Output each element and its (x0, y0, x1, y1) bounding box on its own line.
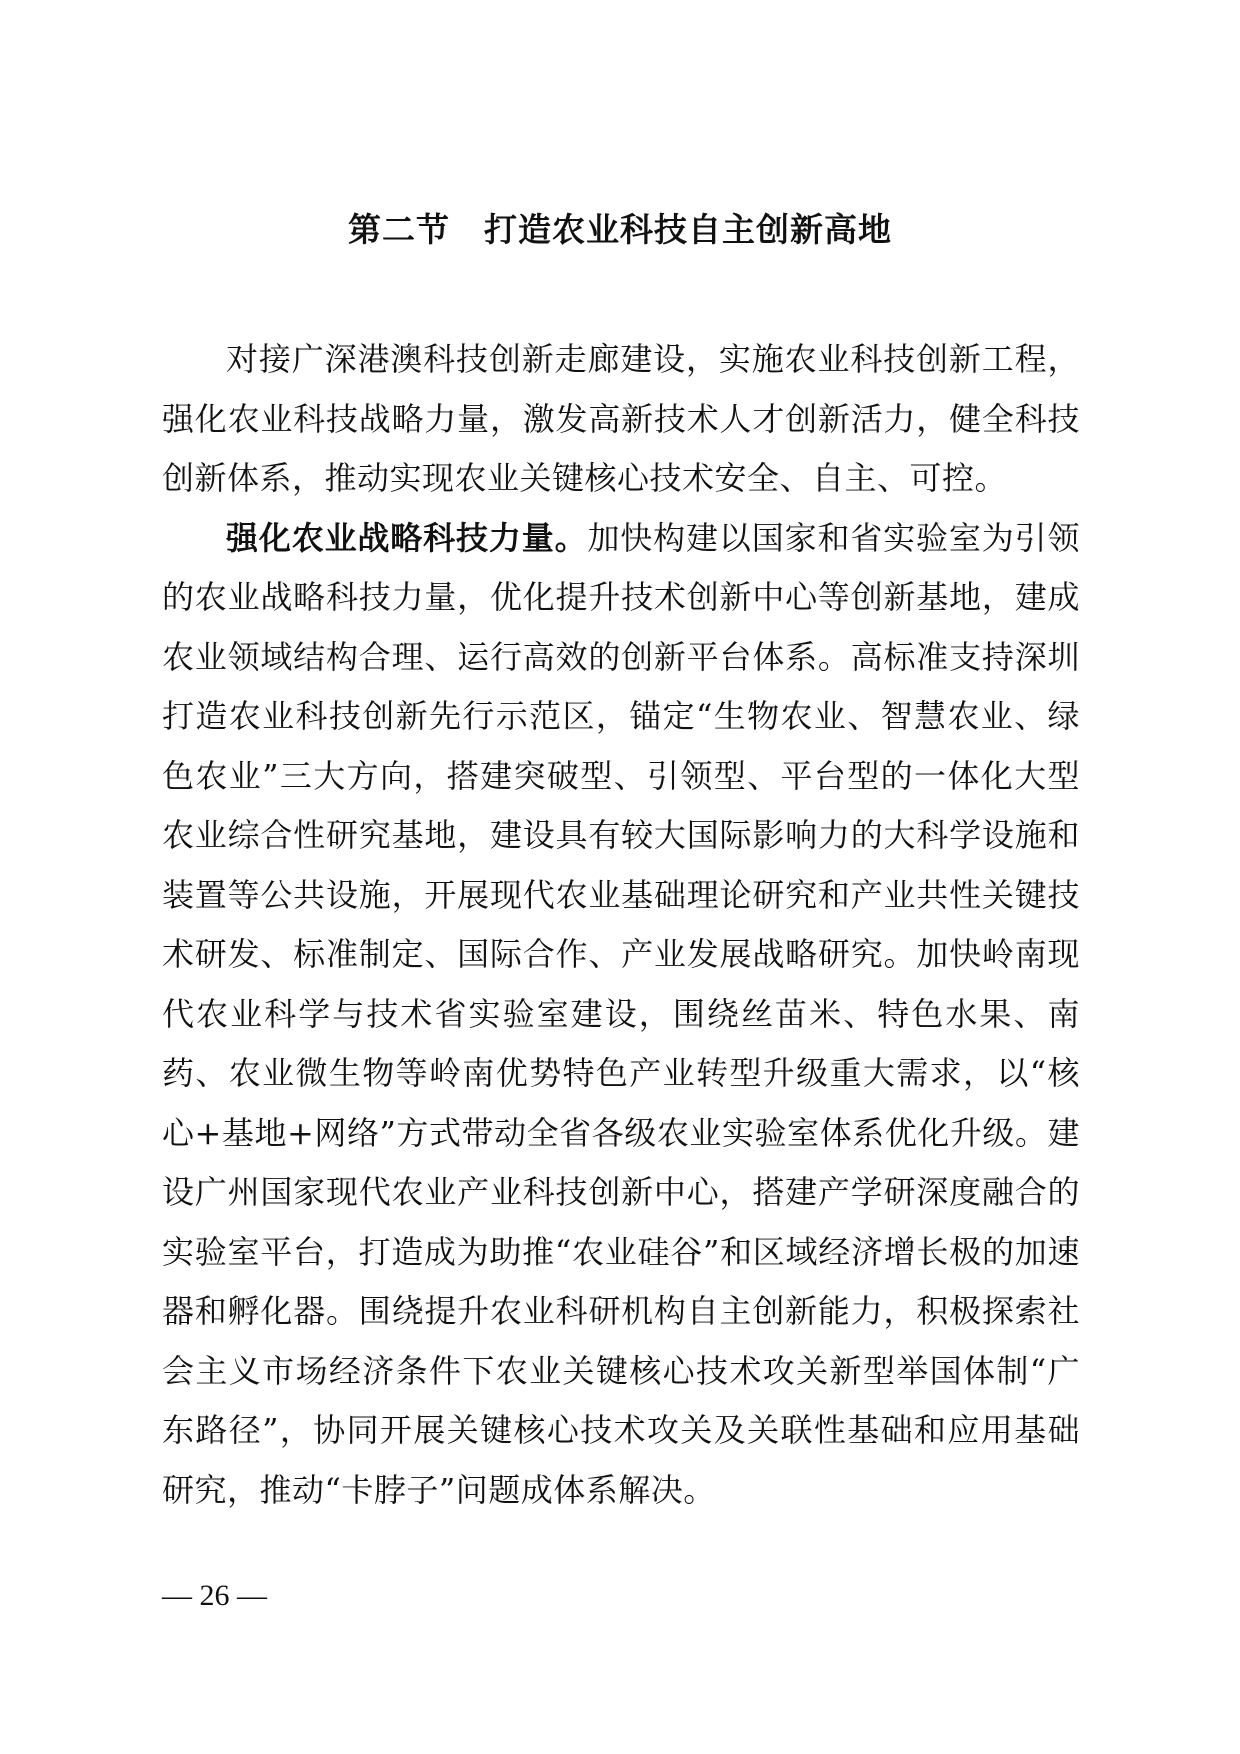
paragraph-text: 对接广深港澳科技创新走廊建设，实施农业科技创新工程，强化农业科技战略力量，激发高新技术人才创新活力，健全科技创新体系，推动实现农业关键核心技术安全、自主、可控。 (162, 340, 1080, 497)
section-heading (0, 206, 1240, 254)
page-number: — 26 — (162, 1579, 267, 1612)
paragraph-lead: 强化农业战略科技力量。 (226, 518, 588, 557)
intro-paragraph (162, 330, 1080, 509)
section-number: 第二节 (348, 210, 450, 249)
strategy-paragraph (162, 509, 1080, 1521)
body-text (162, 330, 1080, 1520)
paragraph-text: 加快构建以国家和省实验室为引领的农业战略科技力量，优化提升技术创新中心等创新基地，建成农业领域结构合理、运行高效的创新平台体系。高标准支持深圳打造农业科技创新先行示范区，锚定“生物农业、智慧农业、绿色农业”三大方向，搭建突破型、引领型、平台型的一体化大型农业综合性研究基地，建设具有较大国际影响力的大科学设施和装置等公共设施，开展现代农业基础理论研究和产业共性关键技术研发、标准制定、国际合作、产业发展战略研究。加快岭南现代农业科学与技术省实验室建设，围绕丝苗米、特色水果、南药、农业微生物等岭南优势特色产业转型升级重大需求，以“核心+基地+网络”方式带动全省各级农业实验室体系优化升级。建设广州国家现代农业产业科技创新中心，搭建产学研深度融合的实验室平台，打造成为助推“农业硅谷”和区域经济增长极的加速器和孵化器。围绕提升农业科研机构自主创新能力，积极探索社会主义市场经济条件下农业关键核心技术攻关新型举国体制“广东路径”，协同开展关键核心技术攻关及关联性基础和应用基础研究，推动“卡脖子”问题成体系解决。 (162, 518, 1080, 1509)
section-title: 打造农业科技自主创新高地 (484, 210, 892, 249)
